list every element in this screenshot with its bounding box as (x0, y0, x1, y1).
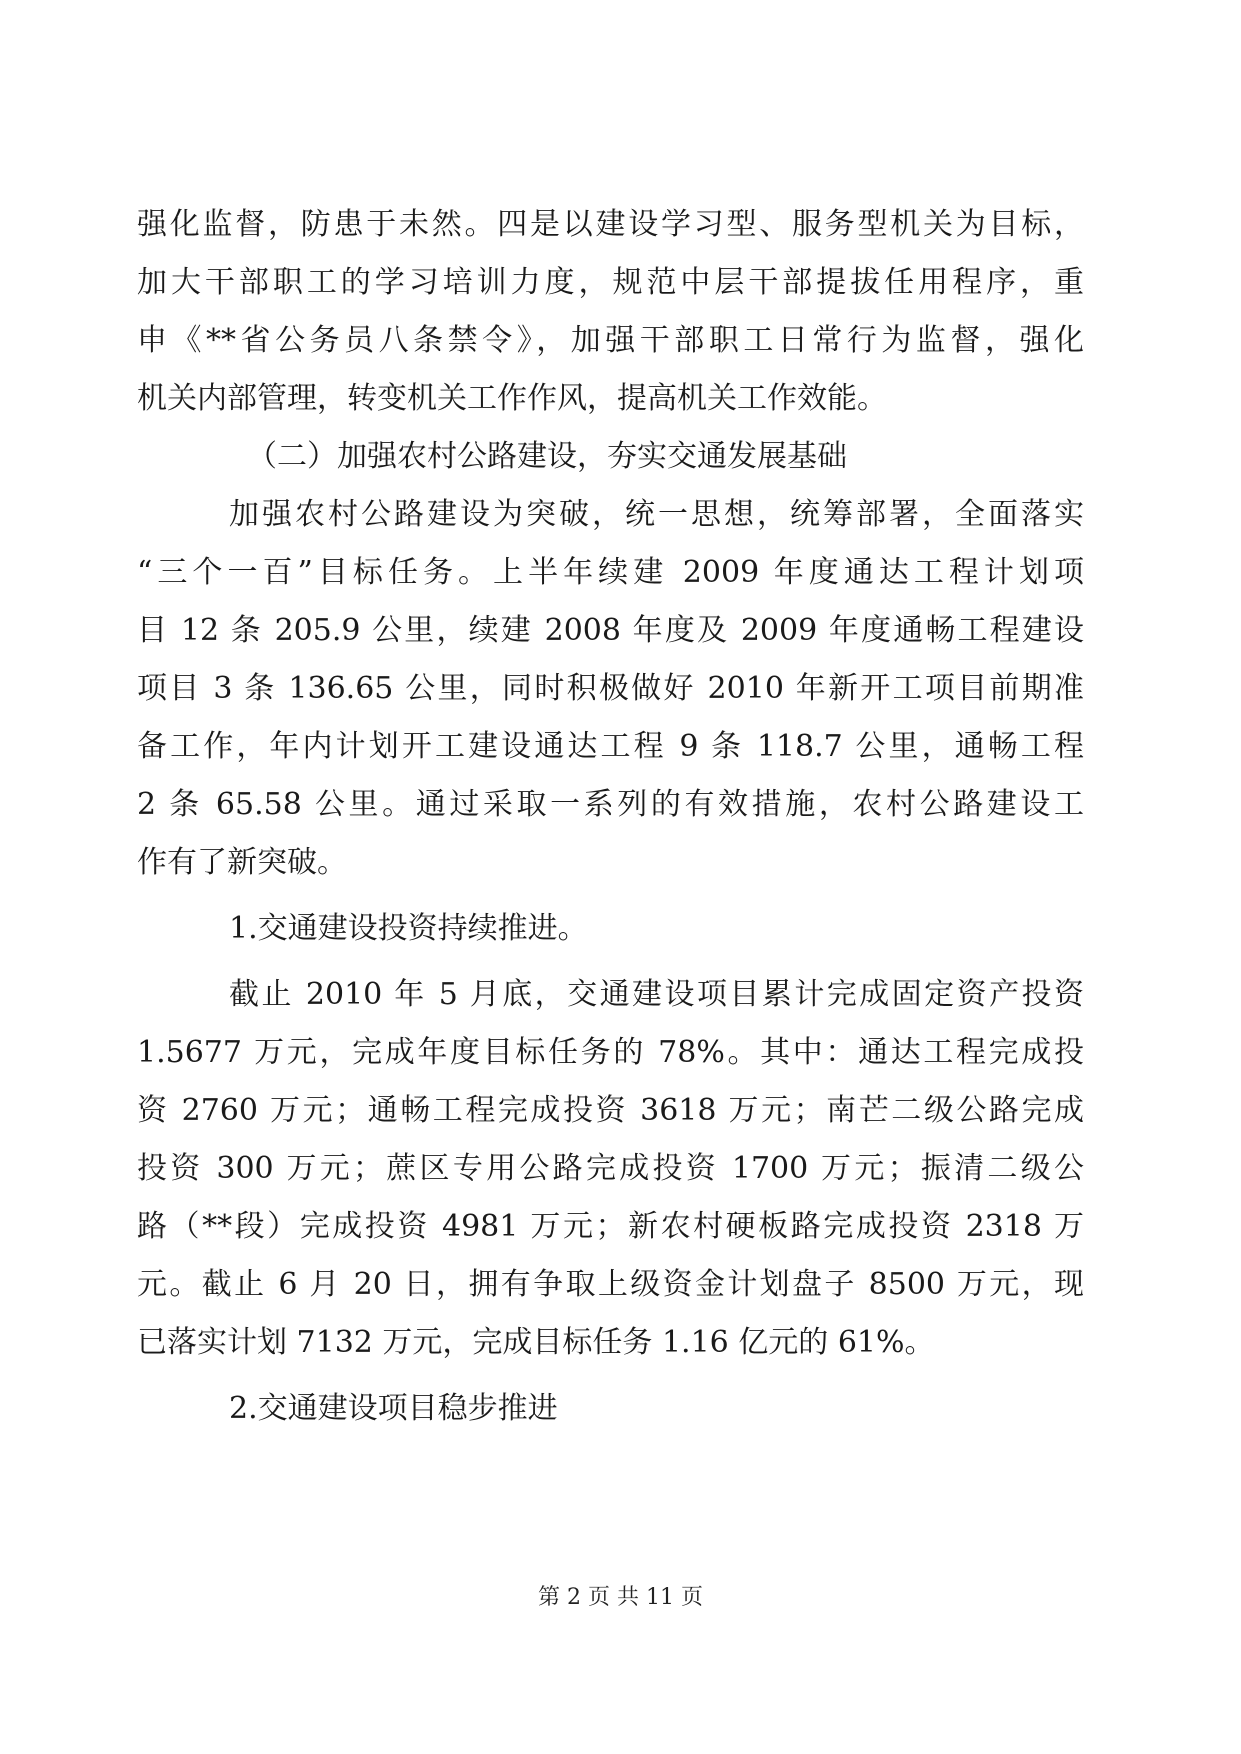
document-body (137, 196, 1084, 1438)
text-line: 备工作，年内计划开工建设通达工程 9 条 118.7 公里，通畅工程 (137, 729, 1084, 764)
subheading-projects: 2.交通建设项目稳步推进 (229, 1391, 558, 1426)
paragraph-continuation (137, 196, 1084, 428)
page-number-footer: 第 2 页 共 11 页 (538, 1585, 703, 1610)
text-line: “三个一百”目标任务。上半年续建 2009 年度通达工程计划项 (137, 555, 1084, 590)
text-line: 作有了新突破。 (137, 845, 347, 880)
text-line: 加强农村公路建设为突破，统一思想，统筹部署，全面落实 (229, 497, 1084, 532)
text-line: 路（**段）完成投资 4981 万元；新农村硬板路完成投资 2318 万 (137, 1209, 1084, 1244)
paragraph-rural-roads (137, 486, 1084, 892)
text-line: 机关内部管理，转变机关工作作风，提高机关工作效能。 (137, 381, 887, 416)
text-line: 已落实计划 7132 万元，完成目标任务 1.16 亿元的 61%。 (137, 1325, 935, 1360)
section-heading: （二）加强农村公路建设，夯实交通发展基础 (247, 439, 847, 474)
text-line: 投资 300 万元；蔗区专用公路完成投资 1700 万元；振清二级公 (137, 1151, 1084, 1186)
text-line: 项目 3 条 136.65 公里，同时积极做好 2010 年新开工项目前期准 (137, 671, 1084, 706)
subheading-investment: 1.交通建设投资持续推进。 (229, 911, 588, 946)
text-line: 元。截止 6 月 20 日，拥有争取上级资金计划盘子 8500 万元，现 (137, 1267, 1084, 1302)
paragraph-investment (137, 966, 1084, 1372)
text-line: 资 2760 万元；通畅工程完成投资 3618 万元；南芒二级公路完成 (137, 1093, 1084, 1128)
text-line: 强化监督，防患于未然。四是以建设学习型、服务型机关为目标， (137, 207, 1084, 242)
text-line: 加大干部职工的学习培训力度，规范中层干部提拔任用程序，重 (137, 265, 1084, 300)
text-line: 2 条 65.58 公里。通过采取一系列的有效措施，农村公路建设工 (137, 787, 1084, 822)
text-line: 截止 2010 年 5 月底，交通建设项目累计完成固定资产投资 (229, 977, 1084, 1012)
text-line: 目 12 条 205.9 公里，续建 2008 年度及 2009 年度通畅工程建设 (137, 613, 1084, 648)
text-line: 1.5677 万元，完成年度目标任务的 78%。其中：通达工程完成投 (137, 1035, 1084, 1070)
text-line: 申《**省公务员八条禁令》，加强干部职工日常行为监督，强化 (137, 323, 1084, 358)
